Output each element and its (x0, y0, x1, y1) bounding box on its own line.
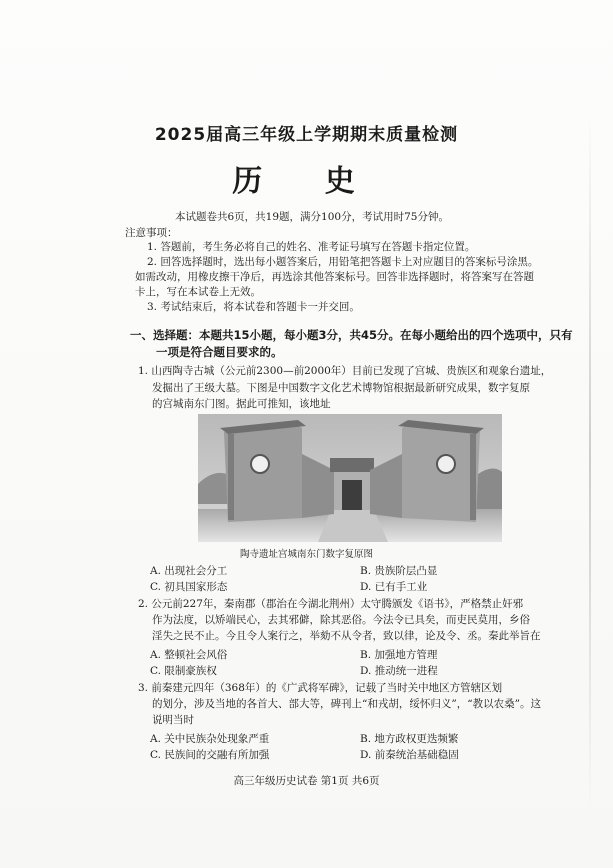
q3-stem-1: 3. 前秦建元四年（368年）的《广武将军碑》，记载了当时关中地区方管辖区划 (138, 682, 503, 694)
subject-title: 历 史 (232, 164, 381, 199)
q1-option-d[interactable]: D. 已有手工业 (360, 581, 428, 593)
q1-stem-2: 发掘出了王级大墓。下图是中国数字文化艺术博物馆根据最新研究成果，数字复原 (152, 382, 530, 394)
q3-stem-3: 说明当时 (152, 714, 194, 726)
q1-option-c[interactable]: C. 初具国家形态 (150, 581, 228, 593)
q2-stem-3: 淫失之民不止。今且令人案行之，举劾不从令者，致以律，论及令、丞。秦此举旨在 (152, 630, 541, 642)
q2-stem-1: 2. 公元前227年，秦南郡（郡治在今湖北荆州）太守腾颁发《语书》，严格禁止奸邪 (138, 598, 524, 610)
q3-option-c[interactable]: C. 民族间的交融有所加强 (150, 749, 270, 761)
q2-option-b[interactable]: B. 加强地方管理 (360, 649, 438, 661)
q1-option-a[interactable]: A. 出现社会分工 (150, 565, 228, 577)
q1-option-b[interactable]: B. 贵族阶层凸显 (360, 565, 438, 577)
note-item-3: 3. 考试结束后，将本试卷和答题卡一并交回。 (147, 301, 360, 313)
q3-option-b[interactable]: B. 地方政权更迭频繁 (360, 733, 459, 745)
q2-option-a[interactable]: A. 整顿社会风俗 (150, 649, 228, 661)
exam-intro: 本试题卷共6页，共19题，满分100分，考试用时75分钟。 (175, 211, 449, 223)
q3-option-d[interactable]: D. 前秦统治基础稳固 (360, 749, 459, 761)
q2-option-c[interactable]: C. 限制豪族权 (150, 665, 217, 677)
scan-edge-shadow (589, 110, 591, 810)
page-footer: 高三年级历史试卷 第1页 共6页 (233, 775, 380, 787)
note-item-2-end: 卡上，写在本试卷上无效。 (135, 286, 261, 298)
q1-image-caption: 陶寺遗址宫城南东门数字复原图 (239, 549, 373, 560)
q1-stem-1: 1. 山西陶寺古城（公元前2300—前2000年）目前已发现了宫城、贵族区和观象台遗址， (138, 365, 552, 377)
q1-gate-photo (198, 414, 502, 542)
q2-stem-2: 作为法度，以矫端民心，去其邪僻，除其恶俗。今法令已具矣，而吏民莫用，乡俗 (152, 614, 530, 626)
q2-option-d[interactable]: D. 推动统一进程 (360, 665, 438, 677)
section1-heading-cont: 一项是符合题目要求的。 (156, 345, 283, 359)
note-item-2: 2. 回答选择题时，选出每小题答案后，用铅笔把答题卡上对应题目的答案标号涂黑。 (147, 256, 539, 268)
exam-title: 2025届高三年级上学期期末质量检测 (154, 125, 459, 145)
q3-stem-2: 的划分，涉及当地的各首大、部大等，碑刊上“和戎胡，绥怀归义”，“教以农桑”。这 (152, 698, 541, 710)
note-item-2-cont: 如需改动，用橡皮擦干净后，再选涂其他答案标号。回答非选择题时，将答案写在答题 (135, 271, 534, 283)
notes-label: 注意事项： (125, 227, 178, 239)
section1-heading: 一、选择题：本题共15小题，每小题3分，共45分。在每小题给出的四个选项中，只有 (130, 328, 573, 342)
q1-stem-3: 的宫城南东门图。据此可推知，该地址 (152, 398, 331, 410)
q3-option-a[interactable]: A. 关中民族杂处现象严重 (150, 733, 270, 745)
note-item-1: 1. 答题前，考生务必将自己的姓名、准考证号填写在答题卡指定位置。 (147, 241, 476, 253)
